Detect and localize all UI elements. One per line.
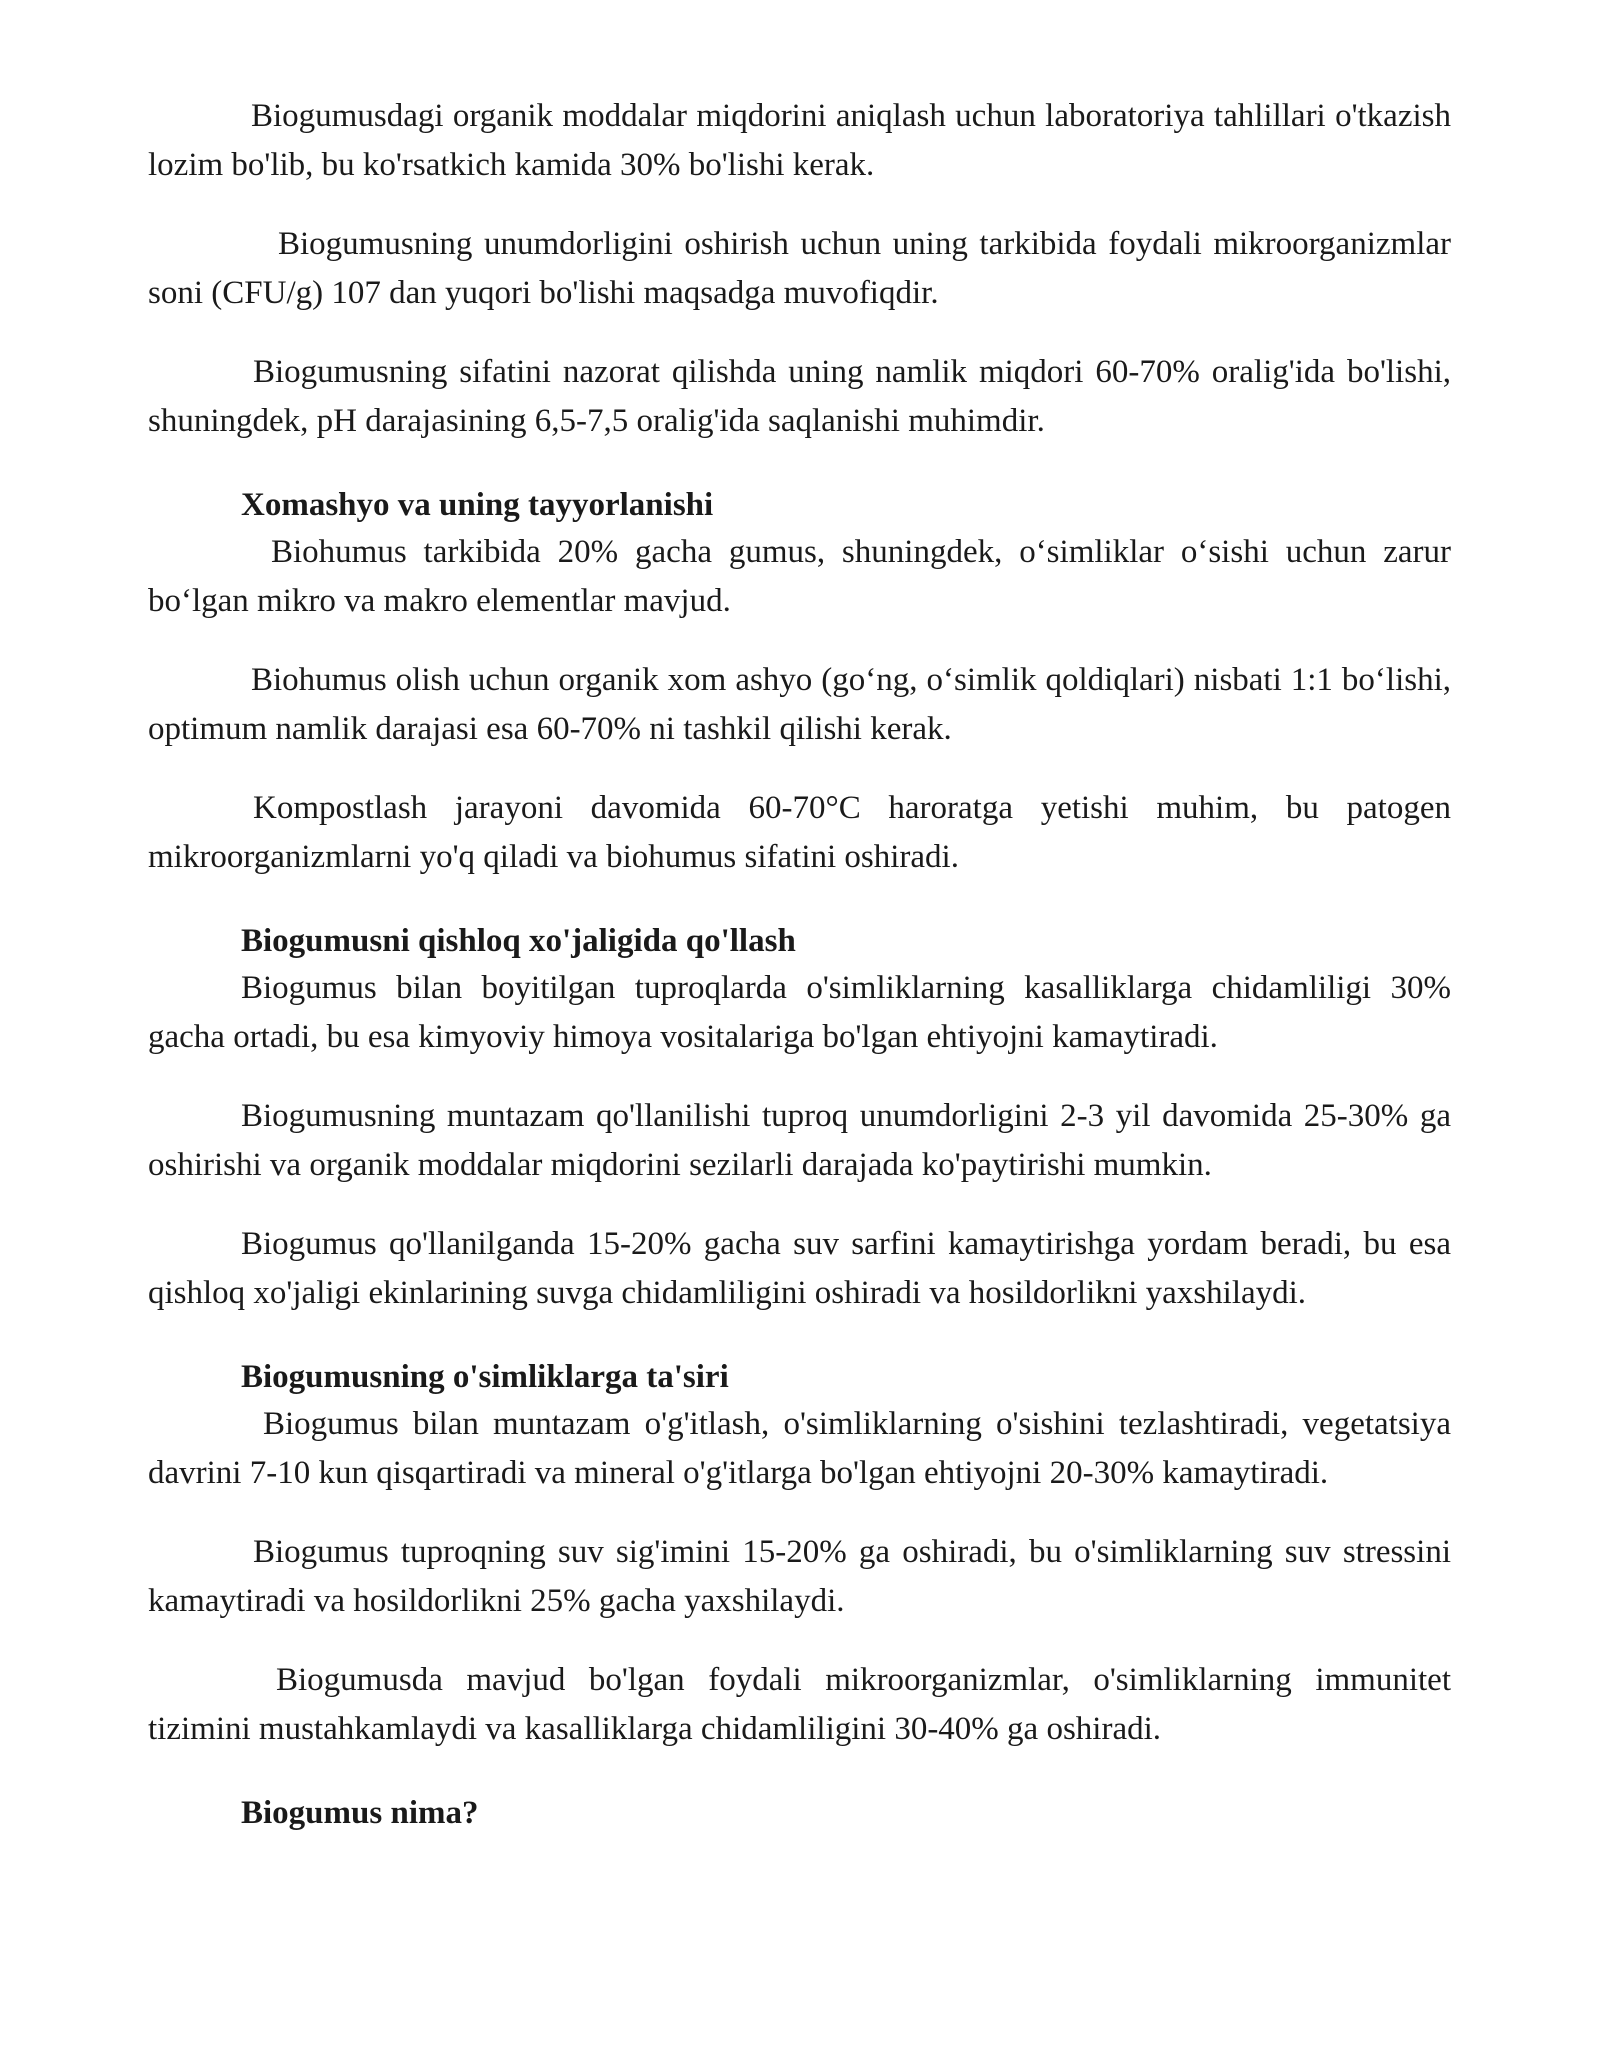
paragraph-microorganisms: Biogumusning unumdorligini oshirish uchun uning tarkibida foydali mikroorganizmlar soni (CFU/g) 107 dan yuqori bo'lishi maqsadga muvofiqdir. — [148, 226, 1451, 311]
paragraph-soil-fertility: Biogumusning muntazam qo'llanilishi tuproq unumdorligini 2-3 yil davomida 25-30% ga oshirishi va organik moddalar miqdorini sezilarli darajada ko'paytirishi mumkin. — [148, 1098, 1451, 1183]
section-heading-what-is-biogumus: Biogumus nima? — [241, 1795, 479, 1831]
paragraph-water-capacity: Biogumus tuproqning suv sig'imini 15-20% ga oshiradi, bu o'simliklarning suv stressini kamaytiradi va hosildorlikni 25% gacha yaxshilaydi. — [148, 1534, 1451, 1619]
paragraph-biohumus-content: Biohumus tarkibida 20% gacha gumus, shuningdek, o‘simliklar o‘sishi uchun zarur bo‘lgan mikro va makro elementlar mavjud. — [148, 534, 1451, 619]
section-heading-plant-effects: Biogumusning o'simliklarga ta'siri — [241, 1359, 729, 1395]
paragraph-fertilizing: Biogumus bilan muntazam o'g'itlash, o'simliklarning o'sishini tezlashtiradi, vegetatsiya davrini 7-10 kun qisqartiradi va mineral o'g'itlarga bo'lgan ehtiyojni 20-30% kamaytiradi. — [148, 1406, 1451, 1491]
section-heading-raw-material: Xomashyo va uning tayyorlanishi — [241, 487, 714, 523]
paragraph-organic-matter: Biogumusdagi organik moddalar miqdorini aniqlash uchun laboratoriya tahlillari o'tkazish lozim bo'lib, bu ko'rsatkich kamida 30% bo'lishi kerak. — [148, 98, 1451, 183]
paragraph-immunity: Biogumusda mavjud bo'lgan foydali mikroorganizmlar, o'simliklarning immunitet tizimini mustahkamlaydi va kasalliklarga chidamliligini 30-40% ga oshiradi. — [148, 1662, 1451, 1747]
section-heading-agriculture: Biogumusni qishloq xo'jaligida qo'llash — [241, 923, 796, 959]
document-page — [148, 92, 1451, 1836]
paragraph-water-usage: Biogumus qo'llanilganda 15-20% gacha suv sarfini kamaytirishga yordam beradi, bu esa qishloq xo'jaligi ekinlarining suvga chidamliligini oshiradi va hosildorlikni yaxshilaydi. — [148, 1226, 1451, 1311]
paragraph-composting: Kompostlash jarayoni davomida 60-70°C haroratga yetishi muhim, bu patogen mikroorganizmlarni yo'q qiladi va biohumus sifatini oshiradi. — [148, 790, 1451, 875]
paragraph-raw-ratio: Biohumus olish uchun organik xom ashyo (go‘ng, o‘simlik qoldiqlari) nisbati 1:1 bo‘lishi, optimum namlik darajasi esa 60-70% ni tashkil qilishi kerak. — [148, 662, 1451, 747]
paragraph-moisture-ph: Biogumusning sifatini nazorat qilishda uning namlik miqdori 60-70% oralig'ida bo'lishi, shuningdek, pH darajasining 6,5-7,5 oralig'ida saqlanishi muhimdir. — [148, 354, 1451, 439]
paragraph-disease-resistance: Biogumus bilan boyitilgan tuproqlarda o'simliklarning kasalliklarga chidamliligi 30% gacha ortadi, bu esa kimyoviy himoya vositalariga bo'lgan ehtiyojni kamaytiradi. — [148, 970, 1451, 1055]
